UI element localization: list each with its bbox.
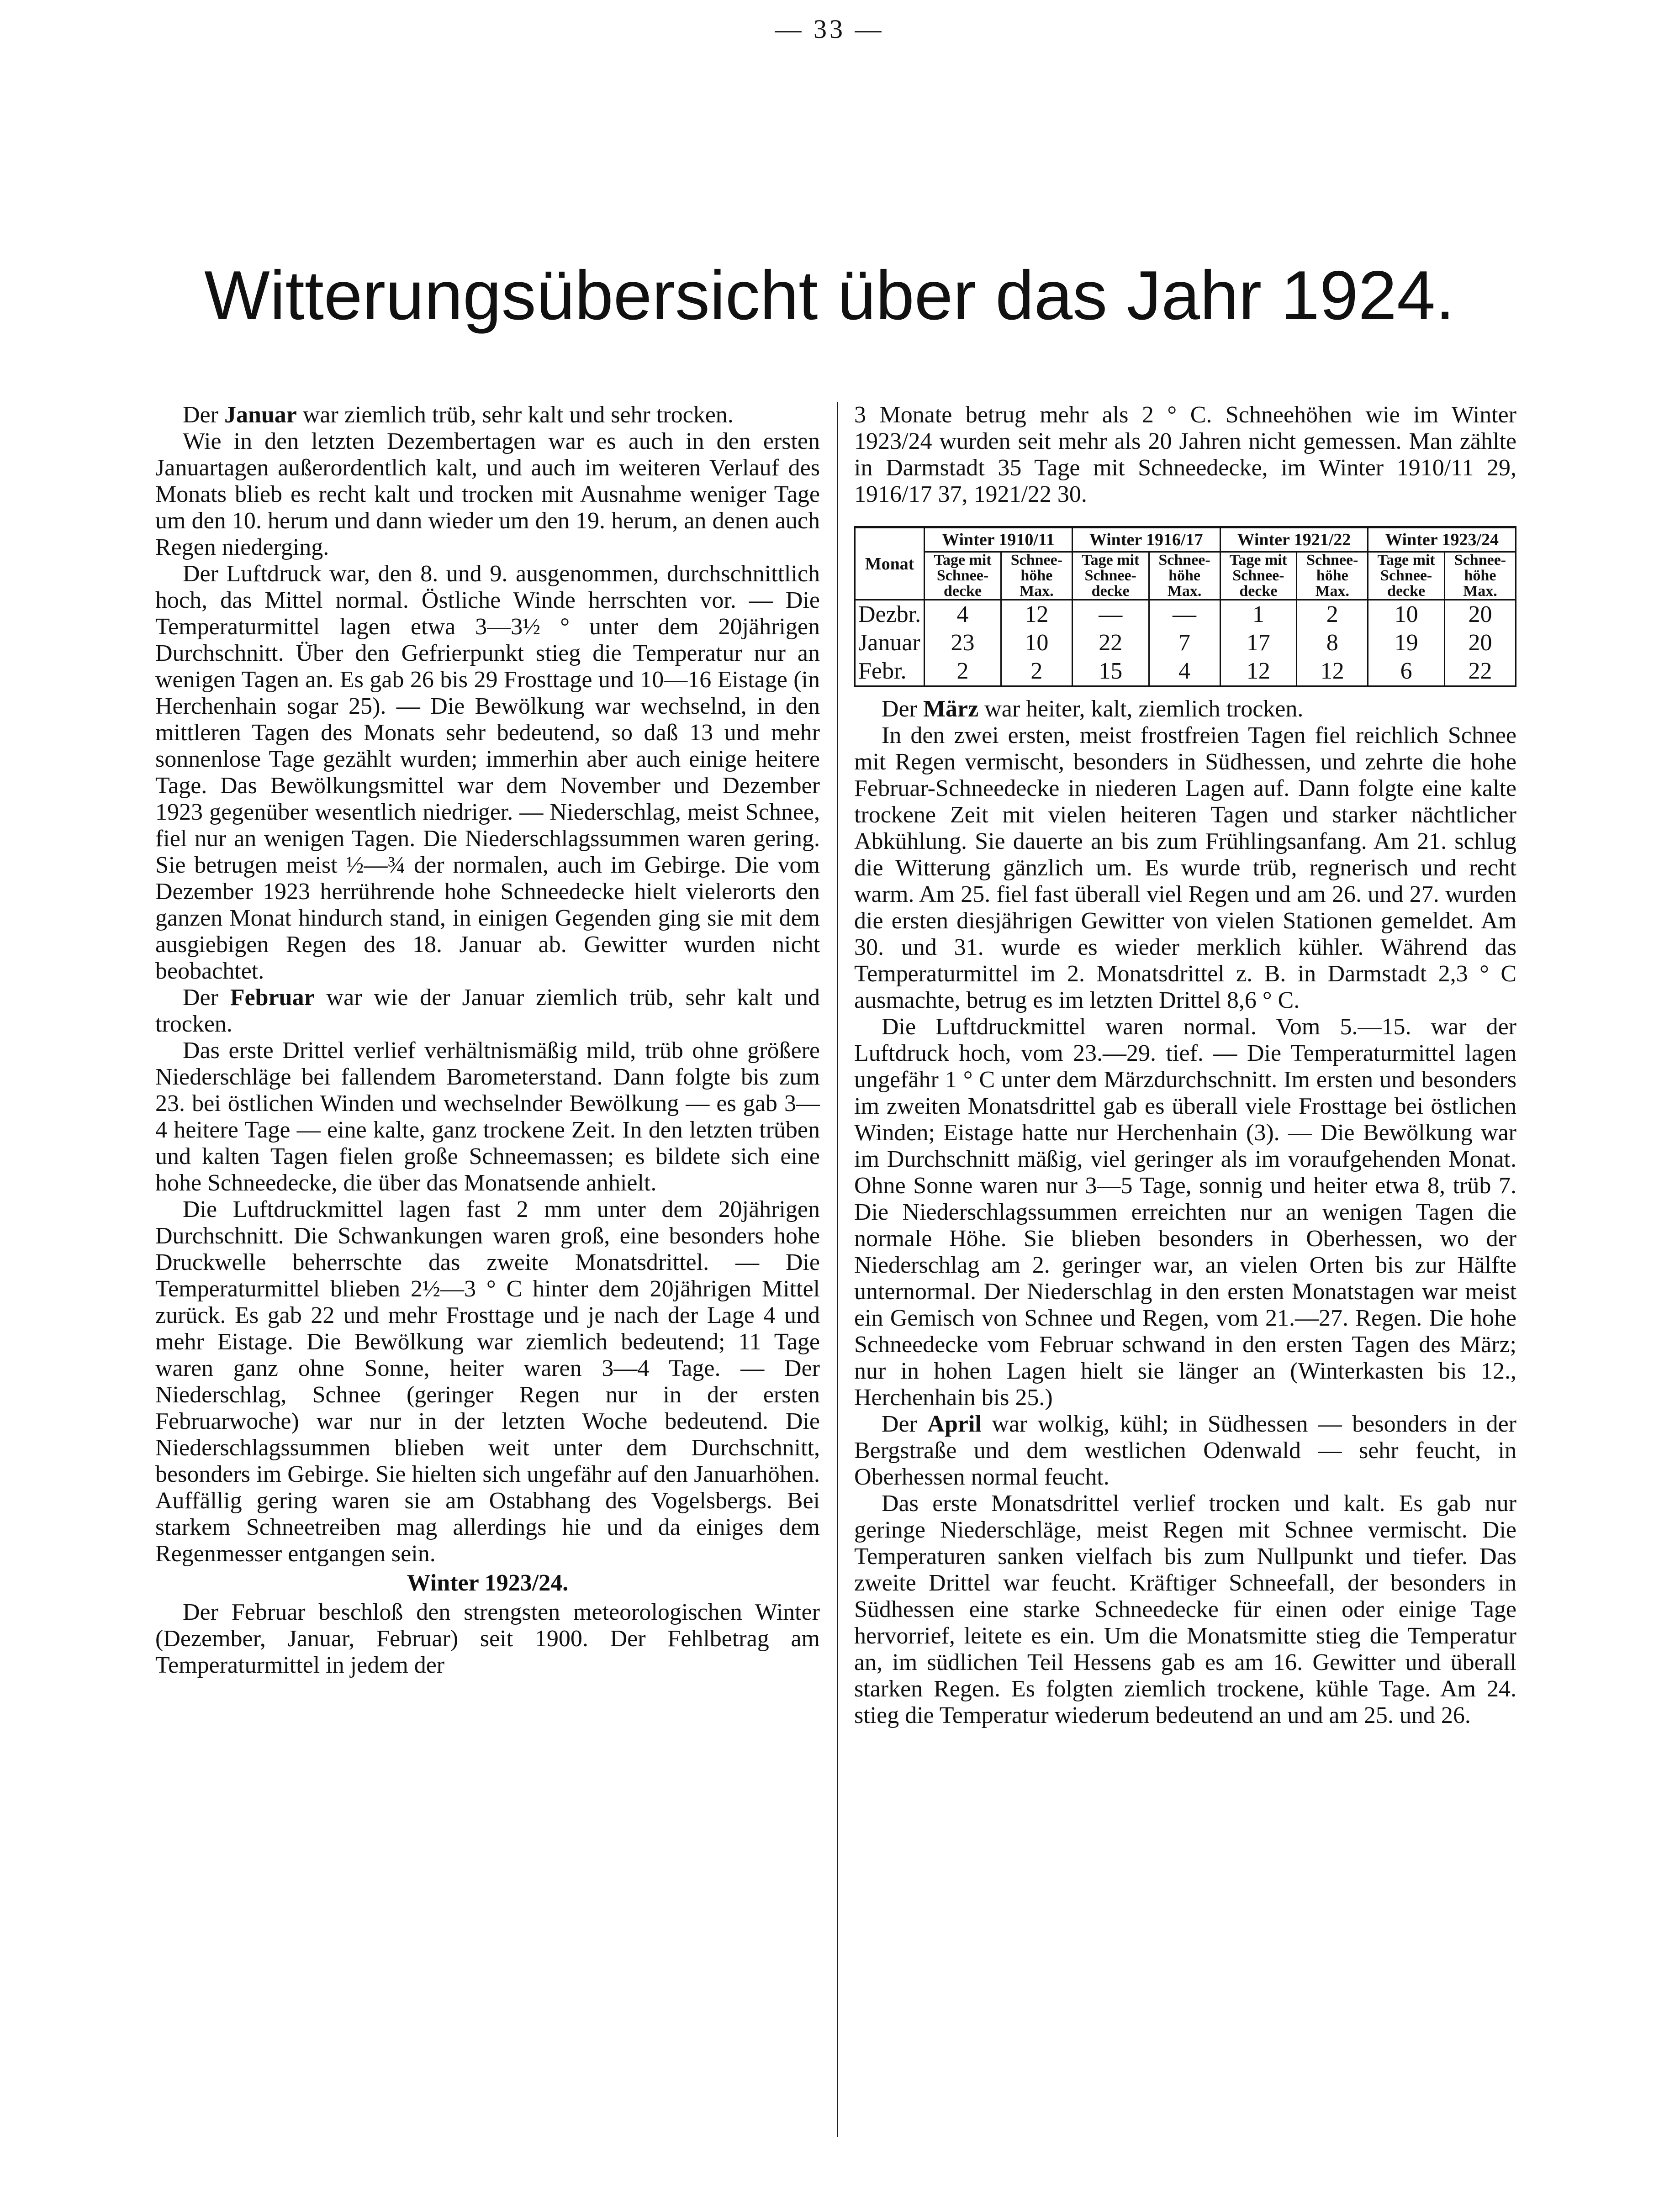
table-cell: —	[1149, 600, 1220, 629]
subheader-hoehe: Schnee-höhe Max.	[1149, 552, 1220, 600]
winter-continuation: 3 Monate betrug mehr als 2 ° C. Schneehöhen wie im Winter 1923/24 wurden seit mehr als 20 Jahren nicht gemessen. Man zählte in Darmstadt 35 Tage mit Schneedecke, im Winter 1910/11 29, 1916/17 37, 1921/22 30.	[854, 402, 1516, 507]
january-intro: Der Januar war ziemlich trüb, sehr kalt und sehr trocken.	[183, 402, 734, 428]
subheader-tage: Tage mit Schnee-decke	[1220, 552, 1297, 600]
january-label: Januar	[224, 402, 297, 428]
table-cell-month: Dezbr.	[855, 600, 925, 629]
march-label: März	[923, 696, 979, 722]
subheader-hoehe: Schnee-höhe Max.	[1297, 552, 1368, 600]
table-header-winter-4: Winter 1923/24	[1368, 527, 1516, 552]
subheader-tage: Tage mit Schnee-decke	[1072, 552, 1149, 600]
february-paragraph-3: Die Luftdruckmittel lagen fast 2 mm unter dem 20jährigen Durchschnitt. Die Schwankungen waren groß, eine besonders hohe Druckwelle beherrschte das zweite Monatsdrittel. — Die Temperaturmittel blieben 2½—3 ° C hinter dem 20jährigen Mittel zurück. Es gab 22 und mehr Frosttage und je nach der Lage 4 und mehr Eistage. Die Bewölkung war ziemlich bedeutend; 11 Tage waren ganz ohne Sonne, heiter waren 3—4 Tage. — Der Niederschlag, Schnee (geringer Regen nur in der ersten Februarwoche) war nur in der letzten Woche bedeutend. Die Niederschlagssummen blieben weit unter dem Durchschnitt, besonders im Gebirge. Sie hielten sich ungefähr auf den Januarhöhen. Auffällig gering waren sie am Ostabhang des Vogelsbergs. Bei starkem Schneetreiben mag allerdings hie und da einiges dem Regenmesser entgangen sein.	[155, 1196, 820, 1567]
april-paragraph-2: Das erste Monatsdrittel verlief trocken und kalt. Es gab nur geringe Niederschläge, meist Regen mit Schnee vermischt. Die Temperaturen sanken vielfach bis zum Nullpunkt und tiefer. Das zweite Drittel war feucht. Kräftiger Schneefall, der besonders in Südhessen eine starke Schneedecke für einen oder einige Tage hervorrief, leitete es ein. Um die Monatsmitte stieg die Temperatur an, im südlichen Teil Hessens gab es am 16. Gewitter und überall starken Regen. Es folgten ziemlich trockene, kühle Tage. Am 24. stieg die Temperatur wiederum bedeutend an und am 25. und 26.	[854, 1490, 1516, 1728]
page-number: — 33 —	[775, 14, 884, 44]
table-header-winter-3: Winter 1921/22	[1220, 527, 1368, 552]
table-cell: —	[1072, 600, 1149, 629]
table-cell: 7	[1149, 629, 1220, 657]
march-paragraph-2: In den zwei ersten, meist frostfreien Tagen fiel reichlich Schnee mit Regen vermischt, besonders in Südhessen, und zehrte die hohe Februar-Schneedecke in niederen Lagen auf. Dann folgte eine kalte trockene Zeit mit vielen heiteren Tagen und starker nächtlicher Abkühlung. Sie dauerte an bis zum Frühlingsanfang. Am 21. schlug die Witterung gänzlich um. Es wurde trüb, regnerisch und recht warm. Am 25. fiel fast überall viel Regen und am 26. und 27. wurden die ersten diesjährigen Gewitter von vielen Stationen gemeldet. Am 30. und 31. wurde es wieder merklich kühler. Während das Temperaturmittel im 2. Monatsdrittel z. B. in Darmstadt 2,3 ° C ausmachte, betrug es im letzten Drittel 8,6 ° C.	[854, 722, 1516, 1013]
table-cell: 22	[1072, 629, 1149, 657]
table-cell: 12	[1220, 657, 1297, 686]
april-label: April	[927, 1411, 982, 1437]
table-cell: 20	[1444, 600, 1516, 629]
table-cell: 2	[925, 657, 1001, 686]
march-paragraph-3: Die Luftdruckmittel waren normal. Vom 5.—15. war der Luftdruck hoch, vom 23.—29. tief. — Die Temperaturmittel lagen ungefähr 1 ° C unter dem Märzdurchschnitt. Im ersten und besonders im zweiten Monatsdrittel gab es überall viele Frosttage bei östlichen Winden; Eistage hatte nur Herchenhain (3). — Die Bewölkung war im Durchschnitt mäßig, viel geringer als im voraufgehenden Monat. Ohne Sonne waren nur 3—5 Tage, sonnig und heiter etwa 8, trüb 7. Die Niederschlagssummen erreichten nur an wenigen Tagen die normale Höhe. Sie blieben besonders in Oberhessen, wo der Niederschlag am 2. geringer war, an vielen Orten bis zur Hälfte unternormal. Der Niederschlag in den ersten Monatstagen war meist ein Gemisch von Schnee und Regen, vom 21.—27. Regen. Die hohe Schneedecke vom Februar schwand in den ersten Tagen des März; nur in hohen Lagen hielt sie länger an (Winterkasten bis 12., Herchenhain bis 25.)	[854, 1014, 1516, 1411]
subheader-hoehe: Schnee-höhe Max.	[1001, 552, 1072, 600]
subheader-tage: Tage mit Schnee-decke	[925, 552, 1001, 600]
january-paragraph-2: Wie in den letzten Dezembertagen war es auch in den ersten Januartagen außerordentlich kalt, und auch im weiteren Verlauf des Monats blieb es recht kalt und trocken mit Ausnahme weniger Tage um den 10. herum und dann wieder um den 19. herum, an denen auch Regen niederging.	[155, 428, 820, 560]
table-cell: 17	[1220, 629, 1297, 657]
table-cell: 12	[1001, 600, 1072, 629]
table-row	[855, 629, 1516, 657]
table-cell-month: Febr.	[855, 657, 925, 686]
table-cell: 1	[1220, 600, 1297, 629]
table-cell: 10	[1001, 629, 1072, 657]
table-header-winter-2: Winter 1916/17	[1072, 527, 1220, 552]
february-label: Februar	[230, 985, 315, 1011]
january-paragraph-3: Der Luftdruck war, den 8. und 9. ausgenommen, durchschnittlich hoch, das Mittel normal. Östliche Winde herrschten vor. — Die Temperaturmittel lagen etwa 3—3½ ° unter dem 20jährigen Durchschnitt. Über den Gefrierpunkt stieg die Temperatur nur an wenigen Tagen an. Es gab 26 bis 29 Frosttage und 10—16 Eistage (in Herchenhain sogar 25). — Die Bewölkung war wechselnd, in den mittleren Tagen des Monats sehr bedeutend, so daß 13 und mehr sonnenlose Tage gezählt wurden; immerhin aber auch einige heitere Tage. Das Bewölkungsmittel war dem November und Dezember 1923 gegenüber wesentlich niedriger. — Niederschlag, meist Schnee, fiel nur an wenigen Tagen. Die Niederschlagssummen waren gering. Sie betrugen meist ½—¾ der normalen, auch im Gebirge. Die vom Dezember 1923 herrührende hohe Schneedecke hielt vielerorts den ganzen Monat hindurch stand, in einigen Gegenden ging sie mit dem ausgiebigen Regen des 18. Januar ab. Gewitter wurden nicht beobachtet.	[155, 561, 820, 984]
winter-paragraph: Der Februar beschloß den strengsten meteorologischen Winter (Dezember, Januar, Februar) seit 1900. Der Fehlbetrag am Temperaturmittel in jedem der	[155, 1599, 820, 1678]
table-cell: 4	[1149, 657, 1220, 686]
table-cell: 6	[1368, 657, 1445, 686]
table-cell: 19	[1368, 629, 1445, 657]
table-cell: 4	[925, 600, 1001, 629]
table-cell: 20	[1444, 629, 1516, 657]
table-header-winter-1: Winter 1910/11	[925, 527, 1073, 552]
table-cell: 8	[1297, 629, 1368, 657]
snow-cover-table	[854, 526, 1516, 687]
april-intro: Der April war wolkig, kühl; in Südhessen — besonders in der Bergstraße und dem westlichen Odenwald — sehr feucht, in Oberhessen normal feucht.	[854, 1411, 1516, 1490]
table-cell: 22	[1444, 657, 1516, 686]
subheader-hoehe: Schnee-höhe Max.	[1444, 552, 1516, 600]
table-cell: 2	[1001, 657, 1072, 686]
march-intro: Der März war heiter, kalt, ziemlich trocken.	[882, 696, 1304, 722]
winter-heading: Winter 1923/24.	[407, 1570, 569, 1596]
column-divider	[837, 402, 838, 2137]
page-title: Witterungsübersicht über das Jahr 1924.	[204, 257, 1455, 334]
table-cell: 12	[1297, 657, 1368, 686]
table-cell-month: Januar	[855, 629, 925, 657]
table-cell: 10	[1368, 600, 1445, 629]
right-column	[854, 402, 1516, 1729]
subheader-tage: Tage mit Schnee-decke	[1368, 552, 1445, 600]
left-column	[155, 402, 820, 1679]
table-cell: 23	[925, 629, 1001, 657]
table-cell: 2	[1297, 600, 1368, 629]
table-row	[855, 657, 1516, 686]
table-header-monat: Monat	[855, 527, 925, 600]
february-intro: Der Februar war wie der Januar ziemlich trüb, sehr kalt und trocken.	[155, 985, 820, 1037]
february-paragraph-2: Das erste Drittel verlief verhältnismäßig mild, trüb ohne größere Niederschläge bei fallendem Barometerstand. Dann folgte bis zum 23. bei östlichen Winden und wechselnder Bewölkung — es gab 3—4 heitere Tage — eine kalte, ganz trockene Zeit. In den letzten trüben und kalten Tagen fielen große Schneemassen; es bildete sich eine hohe Schneedecke, die über das Monatsende anhielt.	[155, 1038, 820, 1196]
table-cell: 15	[1072, 657, 1149, 686]
table-row	[855, 600, 1516, 629]
